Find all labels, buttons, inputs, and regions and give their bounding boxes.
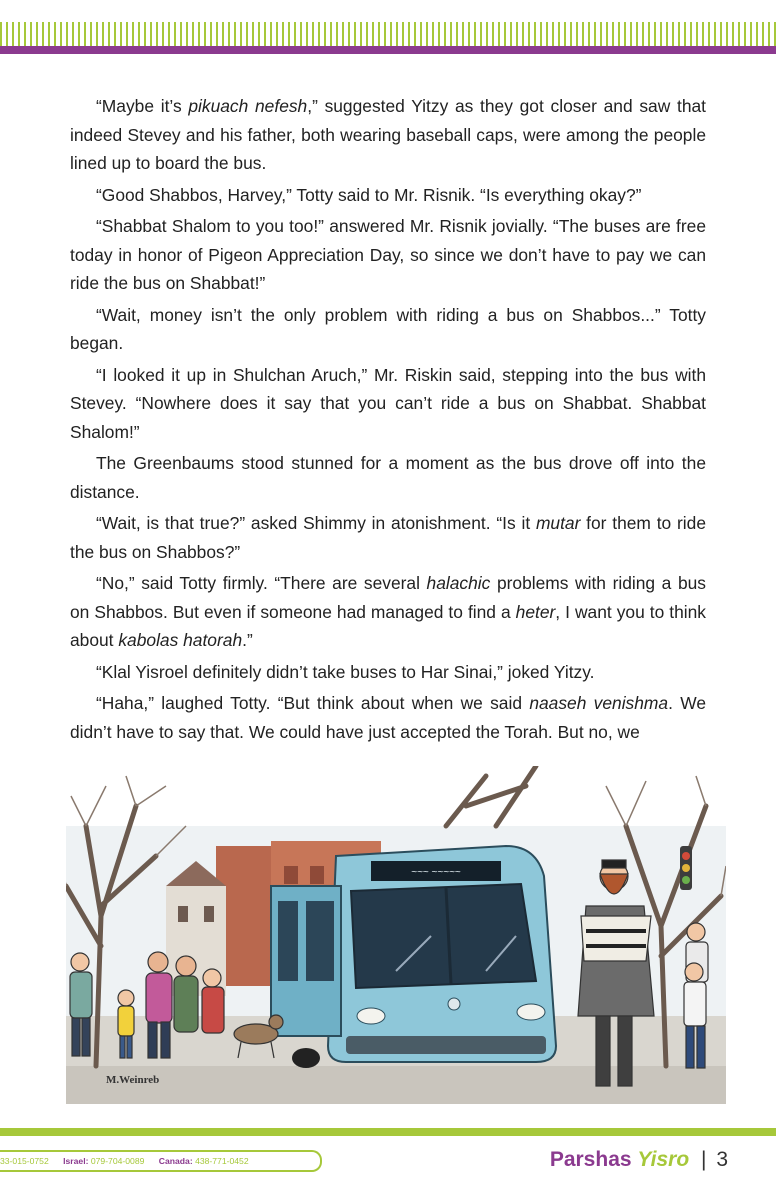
text-run: . We didn’t have to say that. We could have just accepted the Torah. But no, we (70, 693, 706, 742)
story-paragraph (70, 509, 706, 566)
parsha-title (550, 1146, 728, 1174)
text-run: “Wait, is that true?” asked Shimmy in atonishment. “Is it (96, 513, 536, 533)
story-paragraph (70, 689, 706, 746)
brand-yisro: Yisro (637, 1148, 690, 1171)
text-run: “Wait, money isn’t the only problem with riding a bus on Shabbos...” Totty began. (70, 304, 706, 353)
italic-term: pikuach nefesh (188, 96, 308, 116)
artist-signature: M.Weinreb (106, 1074, 160, 1086)
story-paragraph (70, 92, 706, 178)
story-paragraph (70, 212, 706, 298)
bus-destination-sign: ~~~ ~~~~~ (411, 867, 461, 878)
bus-stop-illustration (66, 766, 726, 1104)
text-run: “No,” said Totty firmly. “There are several (96, 573, 427, 593)
story-paragraph (70, 361, 706, 447)
phone-number-0: 33-015-0752 (0, 1156, 49, 1166)
text-run: “Klal Yisroel definitely didn’t take buses to Har Sinai,” joked Yitzy. (96, 661, 595, 682)
text-run: .” (242, 630, 253, 650)
top-purple-band (0, 46, 776, 54)
text-run: , I want you to think about (70, 601, 706, 650)
text-run: “Maybe it’s (96, 96, 189, 116)
text-run: “Haha,” laughed Totty. “But think about when we said (96, 693, 530, 713)
italic-term: naaseh venishma (529, 693, 669, 713)
story-paragraph (70, 569, 706, 655)
text-run: ,” suggested Yitzy as they got closer and saw that indeed Stevey and his father, both wearing baseball caps, were among the people lined up to board the bus. (70, 96, 706, 173)
page-number: 3 (716, 1148, 728, 1171)
story-paragraph (70, 658, 706, 687)
story-paragraph (70, 301, 706, 358)
phone-number-israel: 079-704-0089 (90, 1156, 145, 1166)
text-run: The Greenbaums stood stunned for a moment as the bus drove off into the distance. (70, 453, 706, 502)
phone-number-canada: 438-771-0452 (195, 1156, 249, 1166)
text-run: “Good Shabbos, Harvey,” Totty said to Mr. Risnik. “Is everything okay?” (96, 184, 642, 205)
italic-term: mutar (535, 513, 581, 533)
italic-term: halachic (426, 573, 491, 593)
bottom-green-band (0, 1128, 776, 1136)
illustration-drawing (66, 766, 726, 1104)
brand-parshas: Parshas (549, 1148, 632, 1171)
text-run: “Shabbat Shalom to you too!” answered Mr. Risnik jovially. “The buses are free today in honor of Pigeon Appreciation Day, so since we don’t have to pay we can ride the bus on Shabbat!” (70, 216, 706, 293)
story-text (70, 92, 706, 749)
story-paragraph (70, 449, 706, 506)
phone-label-canada: Canada: (158, 1156, 193, 1166)
italic-term: kabolas hatorah (118, 630, 243, 650)
top-decorative-ticks (0, 22, 776, 46)
text-run: “I looked it up in Shulchan Aruch,” Mr. Riskin said, stepping into the bus with Stevey. “Nowhere does it say that you can’t ride a bus on Shabbat. Shabbat Shalom!” (70, 364, 706, 442)
text-run: problems with riding a bus on Shabbos. But even if someone had managed to find a (70, 573, 706, 622)
story-paragraph (70, 181, 706, 210)
text-run: for them to ride the bus on Shabbos?” (70, 513, 706, 562)
italic-term: heter (515, 601, 556, 622)
contact-phone-box (0, 1150, 322, 1172)
phone-label-israel: Israel: (63, 1156, 89, 1166)
brand-separator: | (701, 1148, 707, 1171)
